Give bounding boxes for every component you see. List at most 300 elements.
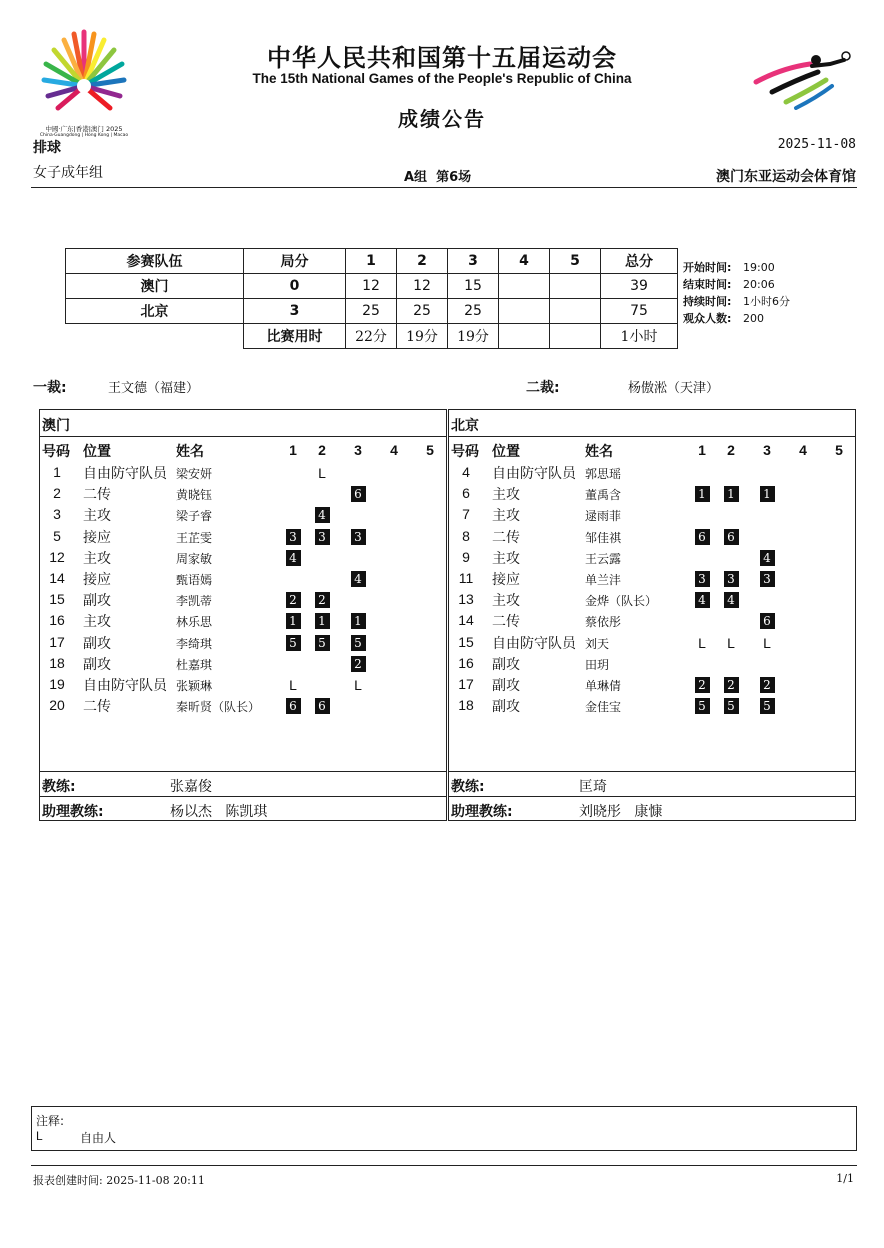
player-row — [449, 653, 855, 674]
col-header-set1: 1 — [289, 442, 297, 458]
set5-cell — [829, 506, 849, 524]
sport-label: 排球 — [33, 140, 61, 156]
set2-cell — [312, 528, 332, 546]
player-name: 董禹含 — [585, 488, 622, 503]
set2-cell — [721, 591, 741, 609]
created-time: 报表创建时间: 2025-11-08 20:11 — [33, 1174, 205, 1187]
set4-cell — [384, 591, 404, 609]
set4-cell — [384, 676, 404, 694]
starting-position-badge: 1 — [315, 613, 330, 629]
set5-cell — [420, 506, 440, 524]
notes-value: 自由人 — [80, 1131, 117, 1145]
set5-cell — [420, 464, 440, 482]
set5-cell — [829, 570, 849, 588]
starting-position-badge: 3 — [286, 529, 301, 545]
set1-cell — [283, 676, 303, 694]
set2-cell — [312, 549, 332, 567]
libero-mark: L — [698, 634, 706, 651]
set4-cell — [793, 634, 813, 652]
notes-box — [31, 1106, 857, 1151]
header-divider — [31, 187, 857, 188]
player-position: 主攻 — [492, 508, 520, 525]
set3-cell — [348, 549, 368, 567]
set3-cell — [348, 570, 368, 588]
starting-position-badge: 3 — [695, 571, 710, 587]
score-header-sets: 局分 — [244, 249, 346, 274]
player-name: 蔡依彤 — [585, 615, 622, 630]
set3-cell — [348, 464, 368, 482]
player-name: 王云露 — [585, 551, 622, 566]
starting-position-badge: 6 — [760, 613, 775, 629]
col-header-num: 号码 — [42, 444, 70, 460]
asst-divider — [40, 796, 446, 797]
coach-name: 张嘉俊 — [170, 779, 212, 795]
set3-cell — [348, 676, 368, 694]
set5-cell — [829, 612, 849, 630]
second-referee-label: 二裁: — [526, 380, 560, 396]
player-position: 二传 — [83, 699, 111, 716]
libero-mark: L — [318, 465, 326, 481]
set3-cell — [348, 528, 368, 546]
set3-cell — [757, 570, 777, 588]
score-header-row — [66, 249, 678, 274]
asst-coach-label: 助理教练: — [42, 804, 104, 820]
second-referee: 杨傲淞（天津） — [628, 381, 720, 396]
set2-cell — [721, 528, 741, 546]
starting-position-badge: 4 — [315, 507, 330, 523]
player-position: 主攻 — [83, 614, 111, 631]
logo-text: 中國·广东|香港|澳门 2025 — [45, 125, 123, 133]
player-row — [449, 547, 855, 568]
set2-cell — [312, 591, 332, 609]
player-name: 单琳倩 — [585, 679, 622, 693]
libero-mark: L — [354, 677, 362, 693]
starting-position-badge: 6 — [695, 529, 710, 545]
set3-cell — [757, 612, 777, 630]
page-title: 成绩公告 — [398, 107, 486, 131]
player-row — [40, 632, 446, 653]
set1-cell — [692, 506, 712, 524]
starting-position-badge: 2 — [351, 656, 366, 672]
score-header-set4: 4 — [499, 249, 550, 274]
player-row — [449, 589, 855, 610]
player-name: 逯雨菲 — [585, 509, 622, 524]
starting-position-badge: 5 — [695, 698, 710, 714]
player-row — [449, 610, 855, 631]
player-row — [40, 483, 446, 504]
starting-position-badge: 6 — [351, 486, 366, 502]
score-row-macao — [66, 274, 678, 299]
score-set5 — [550, 299, 601, 324]
duration-set2: 19分 — [397, 324, 448, 349]
set1-cell — [692, 697, 712, 715]
starting-position-badge: 1 — [286, 613, 301, 629]
player-row — [449, 483, 855, 504]
starting-position-badge: 5 — [760, 698, 775, 714]
notes-label: 注释: — [36, 1114, 65, 1128]
score-header-set2: 2 — [397, 249, 448, 274]
set1-cell — [692, 485, 712, 503]
starting-position-badge: 3 — [760, 571, 775, 587]
score-table — [65, 248, 678, 349]
player-name: 李凯蒂 — [176, 594, 213, 609]
set5-cell — [829, 591, 849, 609]
col-header-num: 号码 — [451, 444, 479, 460]
set3-cell — [757, 655, 777, 673]
player-row — [449, 462, 855, 483]
col-header-set5: 5 — [426, 442, 434, 458]
player-row — [40, 695, 446, 716]
player-position: 副攻 — [492, 699, 520, 716]
player-number: 16 — [49, 612, 65, 629]
player-number: 19 — [49, 676, 65, 692]
set3-cell — [348, 485, 368, 503]
score-header-team: 参赛队伍 — [66, 249, 244, 274]
player-position: 接应 — [492, 572, 520, 588]
set2-cell — [721, 655, 741, 673]
score-total: 75 — [601, 299, 678, 324]
set4-cell — [793, 485, 813, 503]
set4-cell — [793, 676, 813, 694]
set1-cell — [283, 506, 303, 524]
venue: 澳门东亚运动会体育馆 — [716, 169, 856, 185]
set5-cell — [420, 528, 440, 546]
score-header-set1: 1 — [346, 249, 397, 274]
player-name: 李绮琪 — [176, 636, 213, 651]
set5-cell — [420, 485, 440, 503]
starting-position-badge: 2 — [760, 677, 775, 693]
duration-set4 — [499, 324, 550, 349]
player-row — [40, 589, 446, 610]
libero-mark: L — [289, 677, 297, 693]
coach-label: 教练: — [451, 779, 485, 795]
player-position: 自由防守队员 — [83, 678, 167, 694]
score-set2: 25 — [397, 299, 448, 324]
player-row — [40, 462, 446, 483]
player-position: 接应 — [83, 529, 111, 546]
starting-position-badge: 2 — [724, 677, 739, 693]
set4-cell — [793, 697, 813, 715]
set5-cell — [829, 634, 849, 652]
set5-cell — [829, 485, 849, 503]
set1-cell — [283, 464, 303, 482]
player-number: 16 — [458, 654, 474, 671]
player-position: 副攻 — [83, 593, 111, 610]
player-position: 接应 — [83, 572, 111, 588]
score-sets-won: 3 — [244, 299, 346, 324]
set5-cell — [420, 591, 440, 609]
duration-set3: 19分 — [448, 324, 499, 349]
set5-cell — [420, 634, 440, 652]
starting-position-badge: 1 — [760, 486, 775, 502]
player-row — [40, 504, 446, 525]
score-duration-label: 比赛用时 — [244, 324, 346, 349]
score-set2: 12 — [397, 274, 448, 299]
starting-position-badge: 1 — [724, 486, 739, 502]
col-header-set3: 3 — [354, 442, 362, 458]
set5-cell — [420, 697, 440, 715]
set2-cell — [312, 655, 332, 673]
score-set1: 25 — [346, 299, 397, 324]
set2-cell — [721, 464, 741, 482]
player-name: 郭思瑶 — [585, 467, 622, 481]
set3-cell — [757, 485, 777, 503]
player-name: 张颖琳 — [176, 679, 213, 693]
starting-position-badge: 5 — [315, 635, 330, 651]
set1-cell — [283, 591, 303, 609]
score-set3: 25 — [448, 299, 499, 324]
starting-position-badge: 4 — [695, 592, 710, 608]
player-number: 2 — [53, 485, 61, 502]
set2-cell — [312, 506, 332, 524]
col-header-pos: 位置 — [83, 444, 111, 460]
player-number: 9 — [462, 548, 470, 565]
score-header-set3: 3 — [448, 249, 499, 274]
starting-position-badge: 6 — [724, 529, 739, 545]
set2-cell — [721, 676, 741, 694]
team-name: 澳门 — [42, 418, 70, 434]
set4-cell — [793, 612, 813, 630]
event-date: 2025-11-08 — [777, 137, 856, 152]
player-row — [40, 653, 446, 674]
set5-cell — [420, 655, 440, 673]
libero-mark: L — [763, 634, 771, 651]
score-duration-row — [66, 324, 678, 349]
player-number: 3 — [53, 506, 61, 523]
col-header-pos: 位置 — [492, 444, 520, 460]
set5-cell — [420, 676, 440, 694]
player-row — [40, 568, 446, 589]
player-row — [449, 674, 855, 695]
player-number: 7 — [462, 506, 470, 523]
player-number: 6 — [462, 485, 470, 502]
starting-position-badge: 4 — [286, 550, 301, 566]
set3-cell — [348, 634, 368, 652]
set2-cell — [721, 634, 741, 652]
starting-position-badge: 4 — [351, 571, 366, 587]
player-position: 二传 — [492, 614, 520, 631]
set4-cell — [384, 528, 404, 546]
player-number: 4 — [462, 464, 470, 480]
score-total: 39 — [601, 274, 678, 299]
starting-position-badge: 2 — [695, 677, 710, 693]
asst-coach-names: 杨以杰 陈凯琪 — [170, 804, 268, 820]
player-position: 副攻 — [492, 678, 520, 694]
set1-cell — [283, 655, 303, 673]
player-row — [449, 695, 855, 716]
score-team: 澳门 — [66, 274, 244, 299]
player-row — [40, 674, 446, 695]
set1-cell — [283, 485, 303, 503]
player-number: 12 — [49, 548, 65, 565]
title-cn: 中华人民共和国第十五届运动会 — [267, 44, 617, 72]
starting-position-badge: 2 — [315, 592, 330, 608]
player-number: 17 — [458, 676, 474, 692]
notes-key: L — [36, 1129, 43, 1143]
player-number: 8 — [462, 527, 470, 544]
set2-cell — [721, 485, 741, 503]
set1-cell — [692, 612, 712, 630]
player-number: 14 — [458, 612, 474, 629]
player-position: 自由防守队员 — [492, 635, 576, 652]
starting-position-badge: 6 — [286, 698, 301, 714]
starting-position-badge: 1 — [695, 486, 710, 502]
player-row — [40, 547, 446, 568]
set3-cell — [757, 506, 777, 524]
player-row — [449, 568, 855, 589]
panel-divider — [449, 436, 855, 437]
set5-cell — [420, 549, 440, 567]
score-row-beijing — [66, 299, 678, 324]
player-name: 梁安妍 — [176, 467, 213, 481]
set2-cell — [721, 570, 741, 588]
starting-position-badge: 5 — [286, 635, 301, 651]
score-set5 — [550, 274, 601, 299]
player-position: 副攻 — [83, 656, 111, 673]
team-panel-beijing — [448, 409, 856, 821]
set4-cell — [793, 528, 813, 546]
player-position: 副攻 — [492, 656, 520, 673]
start-time: 开始时间: 19:00 — [683, 261, 775, 274]
set1-cell — [692, 528, 712, 546]
set2-cell — [721, 506, 741, 524]
player-position: 二传 — [83, 487, 111, 504]
group-match: A组 第6场 — [404, 170, 472, 185]
player-position: 自由防守队员 — [492, 466, 576, 482]
starting-position-badge: 4 — [724, 592, 739, 608]
end-time: 结束时间: 20:06 — [683, 278, 775, 291]
set3-cell — [757, 549, 777, 567]
set4-cell — [793, 591, 813, 609]
first-referee-label: 一裁: — [33, 380, 67, 396]
player-position: 主攻 — [492, 550, 520, 567]
player-number: 15 — [49, 591, 65, 608]
set5-cell — [829, 697, 849, 715]
player-name: 梁子睿 — [176, 509, 213, 524]
set4-cell — [384, 634, 404, 652]
set2-cell — [312, 697, 332, 715]
team-panel-macao — [39, 409, 447, 821]
set3-cell — [757, 591, 777, 609]
title-en: The 15th National Games of the People's Republic of China — [252, 71, 632, 86]
score-set3: 15 — [448, 274, 499, 299]
player-row — [449, 526, 855, 547]
set5-cell — [829, 655, 849, 673]
set3-cell — [757, 464, 777, 482]
set1-cell — [283, 570, 303, 588]
player-number: 18 — [49, 654, 65, 671]
set2-cell — [312, 676, 332, 694]
set1-cell — [692, 570, 712, 588]
starting-position-badge: 3 — [351, 529, 366, 545]
team-name: 北京 — [451, 418, 479, 434]
set3-cell — [757, 697, 777, 715]
audience: 观众人数: 200 — [683, 312, 764, 325]
score-team: 北京 — [66, 299, 244, 324]
set4-cell — [384, 506, 404, 524]
starting-position-badge: 2 — [286, 592, 301, 608]
duration-total: 1小时 — [601, 324, 678, 349]
player-row — [40, 610, 446, 631]
set3-cell — [757, 634, 777, 652]
coach-name: 匡琦 — [579, 779, 607, 795]
set2-cell — [312, 570, 332, 588]
starting-position-badge: 5 — [724, 698, 739, 714]
set4-cell — [384, 464, 404, 482]
set1-cell — [692, 676, 712, 694]
player-position: 主攻 — [492, 593, 520, 610]
set2-cell — [721, 697, 741, 715]
col-header-set5: 5 — [835, 442, 843, 458]
player-position: 主攻 — [83, 550, 111, 567]
match-duration: 持续时间: 1小时6分 — [683, 295, 790, 308]
duration-set1: 22分 — [346, 324, 397, 349]
set3-cell — [348, 612, 368, 630]
duration-set5 — [550, 324, 601, 349]
set4-cell — [793, 655, 813, 673]
libero-mark: L — [727, 634, 735, 651]
col-header-name: 姓名 — [176, 444, 204, 460]
set1-cell — [283, 697, 303, 715]
player-name: 甄语嫣 — [176, 573, 213, 587]
starting-position-badge: 5 — [351, 635, 366, 651]
set3-cell — [348, 655, 368, 673]
set4-cell — [384, 570, 404, 588]
col-header-set4: 4 — [799, 442, 807, 458]
player-number: 15 — [458, 633, 474, 650]
player-name: 金烨（队长） — [585, 594, 658, 609]
set1-cell — [692, 591, 712, 609]
starting-position-badge: 3 — [315, 529, 330, 545]
col-header-set3: 3 — [763, 442, 771, 458]
player-position: 主攻 — [83, 508, 111, 525]
starting-position-badge: 3 — [724, 571, 739, 587]
set2-cell — [312, 634, 332, 652]
col-header-set2: 2 — [727, 442, 735, 458]
starting-position-badge: 6 — [315, 698, 330, 714]
asst-divider — [449, 796, 855, 797]
player-row — [40, 526, 446, 547]
set1-cell — [283, 528, 303, 546]
set4-cell — [793, 549, 813, 567]
asst-coach-label: 助理教练: — [451, 804, 513, 820]
asst-coach-names: 刘晓彤 康慷 — [579, 804, 663, 820]
set1-cell — [283, 634, 303, 652]
col-header-set4: 4 — [390, 442, 398, 458]
set1-cell — [283, 612, 303, 630]
score-set1: 12 — [346, 274, 397, 299]
set4-cell — [384, 697, 404, 715]
player-name: 林乐思 — [176, 615, 213, 630]
set5-cell — [829, 528, 849, 546]
set3-cell — [757, 676, 777, 694]
set4-cell — [793, 570, 813, 588]
set1-cell — [692, 549, 712, 567]
footer-divider — [31, 1165, 857, 1166]
score-set4 — [499, 299, 550, 324]
set2-cell — [312, 464, 332, 482]
set5-cell — [829, 464, 849, 482]
logo-text-en: China·Guangdong | Hong Kong | Macao — [39, 133, 129, 138]
player-name: 刘天 — [585, 636, 610, 651]
set1-cell — [692, 655, 712, 673]
player-number: 1 — [53, 464, 61, 480]
player-number: 20 — [49, 697, 65, 714]
coach-label: 教练: — [42, 779, 76, 795]
player-name: 单兰沣 — [585, 573, 622, 587]
player-name: 金佳宝 — [585, 700, 622, 715]
player-number: 14 — [49, 570, 65, 586]
